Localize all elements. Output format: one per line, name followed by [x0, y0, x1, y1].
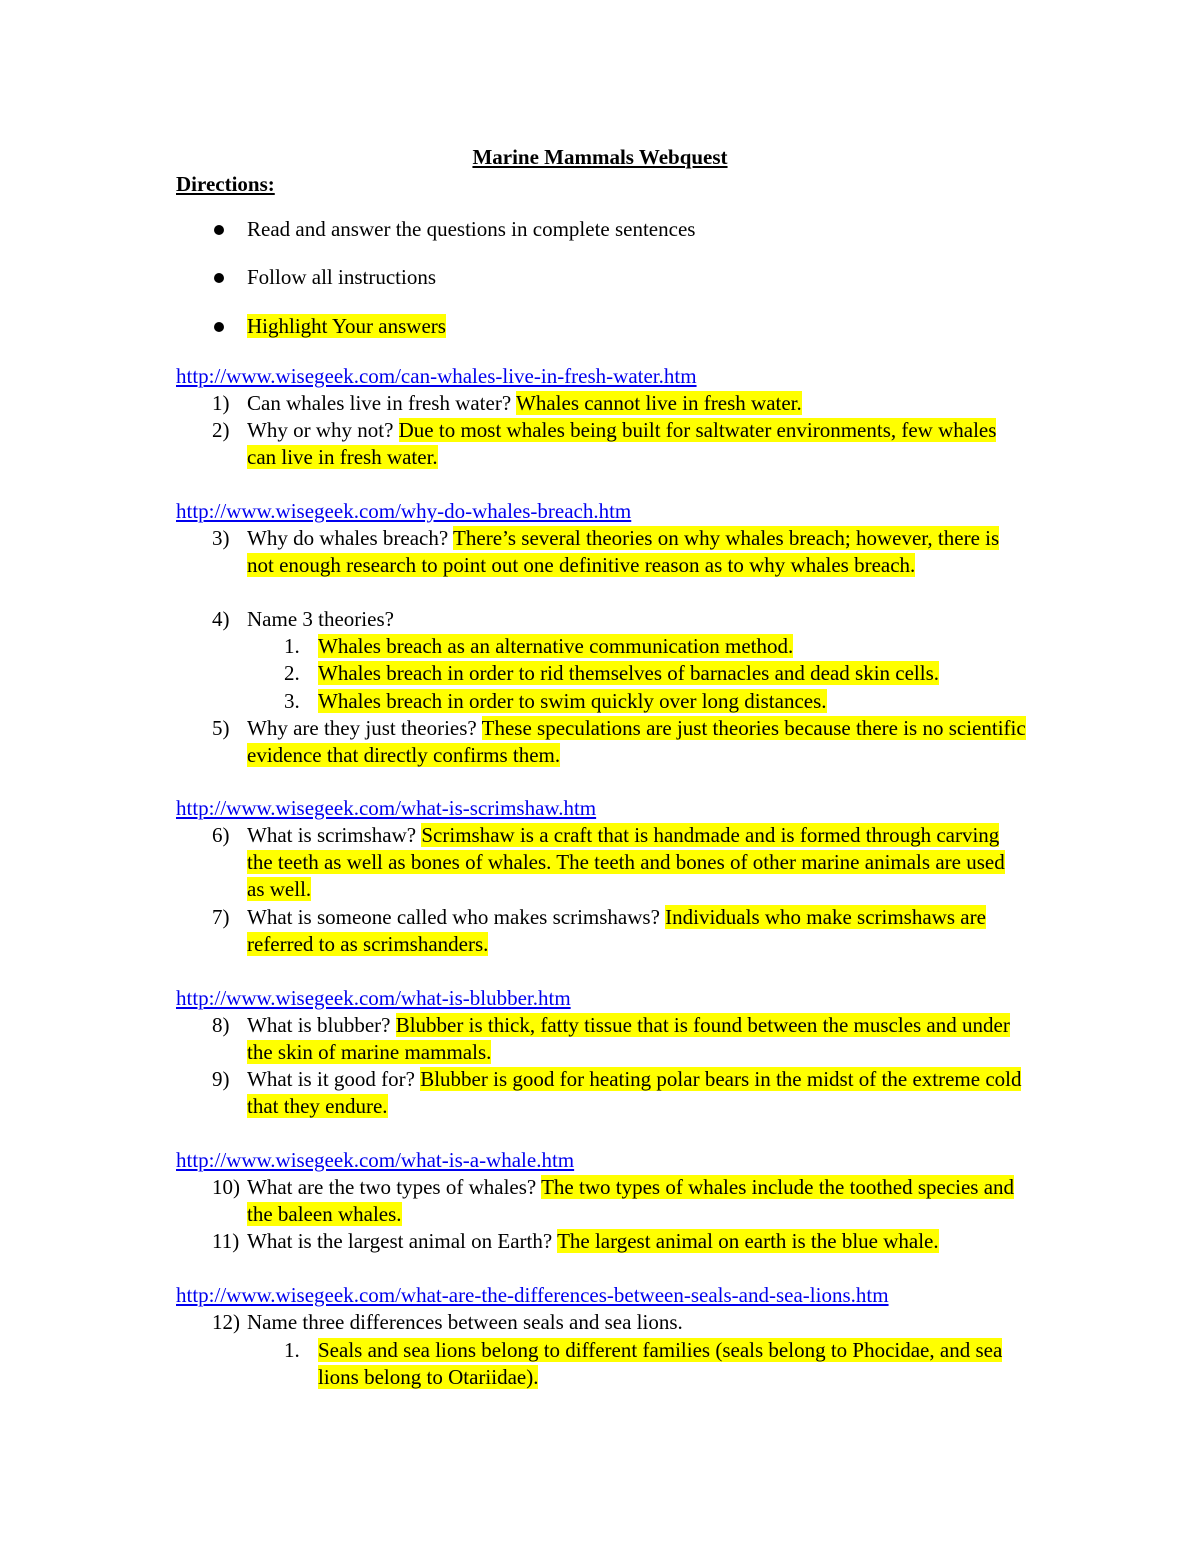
source-link[interactable]: http://www.wisegeek.com/can-whales-live-in-fresh-water.htm [176, 364, 697, 388]
source-link[interactable]: http://www.wisegeek.com/what-is-blubber.htm [176, 986, 571, 1010]
question-number: 5) [212, 716, 230, 740]
question-number: 8) [212, 1013, 230, 1037]
directions-label: Directions: [176, 172, 275, 196]
question-number: 12) [212, 1310, 240, 1334]
source-link[interactable]: http://www.wisegeek.com/what-is-a-whale.htm [176, 1148, 575, 1172]
question-number: 3) [212, 526, 230, 550]
question-number: 11) [212, 1229, 240, 1253]
question-item [247, 417, 1027, 471]
bullet-icon [214, 273, 224, 283]
subitem-number: 1. [284, 1338, 300, 1362]
subitem-number: 2. [284, 661, 300, 685]
question-number: 2) [212, 418, 230, 442]
bullet-icon [214, 322, 224, 332]
question-item [247, 390, 1027, 417]
question-number: 9) [212, 1067, 230, 1091]
question-text: Why are they just theories? [247, 716, 482, 740]
question-item [247, 1309, 1027, 1336]
answer-text: Blubber is thick, fatty tissue that is found between the muscles and under the skin of marine mammals. [247, 1013, 1010, 1064]
subitem-text [318, 1337, 1028, 1391]
question-text: Can whales live in fresh water? [247, 391, 517, 415]
answer-text: These speculations are just theories because there is no scientific evidence that directly confirms them. [247, 716, 1026, 767]
question-text: What is scrimshaw? [247, 823, 422, 847]
answer-text: Scrimshaw is a craft that is handmade and is formed through carving the teeth as well as bones of whales. The teeth and bones of other marine animals are used as well. [247, 823, 1005, 901]
subitem-number: 3. [284, 689, 300, 713]
question-item [247, 606, 1027, 633]
question-number: 7) [212, 905, 230, 929]
answer-text: Due to most whales being built for saltwater environments, few whales can live in fresh water. [247, 418, 997, 469]
question-text: What is blubber? [247, 1013, 396, 1037]
question-number: 4) [212, 607, 230, 631]
question-item [247, 904, 1027, 958]
answer-text: Whales cannot live in fresh water. [516, 391, 802, 415]
question-item [247, 1012, 1027, 1066]
bullet-icon [214, 225, 224, 235]
question-item [247, 822, 1027, 903]
answer-text: Whales breach as an alternative communication method. [318, 634, 794, 658]
question-item [247, 1228, 1027, 1255]
direction-highlighted-text: Highlight Your answers [247, 314, 446, 338]
question-number: 10) [212, 1175, 240, 1199]
question-text: What is it good for? [247, 1067, 421, 1091]
answer-text: Blubber is good for heating polar bears in the midst of the extreme cold that they endure. [247, 1067, 1022, 1118]
question-text: What are the two types of whales? [247, 1175, 542, 1199]
question-item [247, 1066, 1027, 1120]
question-text: Name three differences between seals and sea lions. [247, 1310, 683, 1334]
subitem-number: 1. [284, 634, 300, 658]
question-number: 6) [212, 823, 230, 847]
answer-text: Individuals who make scrimshaws are referred to as scrimshanders. [247, 905, 986, 956]
direction-item [247, 313, 446, 340]
question-item [247, 715, 1027, 769]
direction-item: Read and answer the questions in complete sentences [247, 217, 696, 241]
subitem-text [318, 660, 1028, 687]
subitem-text [318, 633, 1028, 660]
question-text: Why or why not? [247, 418, 399, 442]
subitem-text [318, 688, 1028, 715]
answer-text: Whales breach in order to swim quickly over long distances. [318, 689, 827, 713]
source-link[interactable]: http://www.wisegeek.com/what-is-scrimshaw.htm [176, 796, 597, 820]
source-link[interactable]: http://www.wisegeek.com/why-do-whales-breach.htm [176, 499, 632, 523]
question-item [247, 525, 1027, 579]
question-item [247, 1174, 1027, 1228]
answer-text: The largest animal on earth is the blue whale. [557, 1229, 939, 1253]
document-title: Marine Mammals Webquest [472, 145, 728, 169]
question-number: 1) [212, 391, 230, 415]
direction-item: Follow all instructions [247, 265, 436, 289]
question-text: What is someone called who makes scrimshaws? [247, 905, 666, 929]
source-link[interactable]: http://www.wisegeek.com/what-are-the-differences-between-seals-and-sea-lions.htm [176, 1283, 889, 1307]
question-text: Why do whales breach? [247, 526, 454, 550]
answer-text: Seals and sea lions belong to different families (seals belong to Phocidae, and sea lions belong to Otariidae). [318, 1338, 1003, 1389]
answer-text: Whales breach in order to rid themselves of barnacles and dead skin cells. [318, 661, 940, 685]
question-text: What is the largest animal on Earth? [247, 1229, 558, 1253]
question-text: Name 3 theories? [247, 607, 394, 631]
answer-text: There’s several theories on why whales breach; however, there is not enough research to point out one definitive reason as to why whales breach. [247, 526, 1000, 577]
answer-text: The two types of whales include the toothed species and the baleen whales. [247, 1175, 1015, 1226]
